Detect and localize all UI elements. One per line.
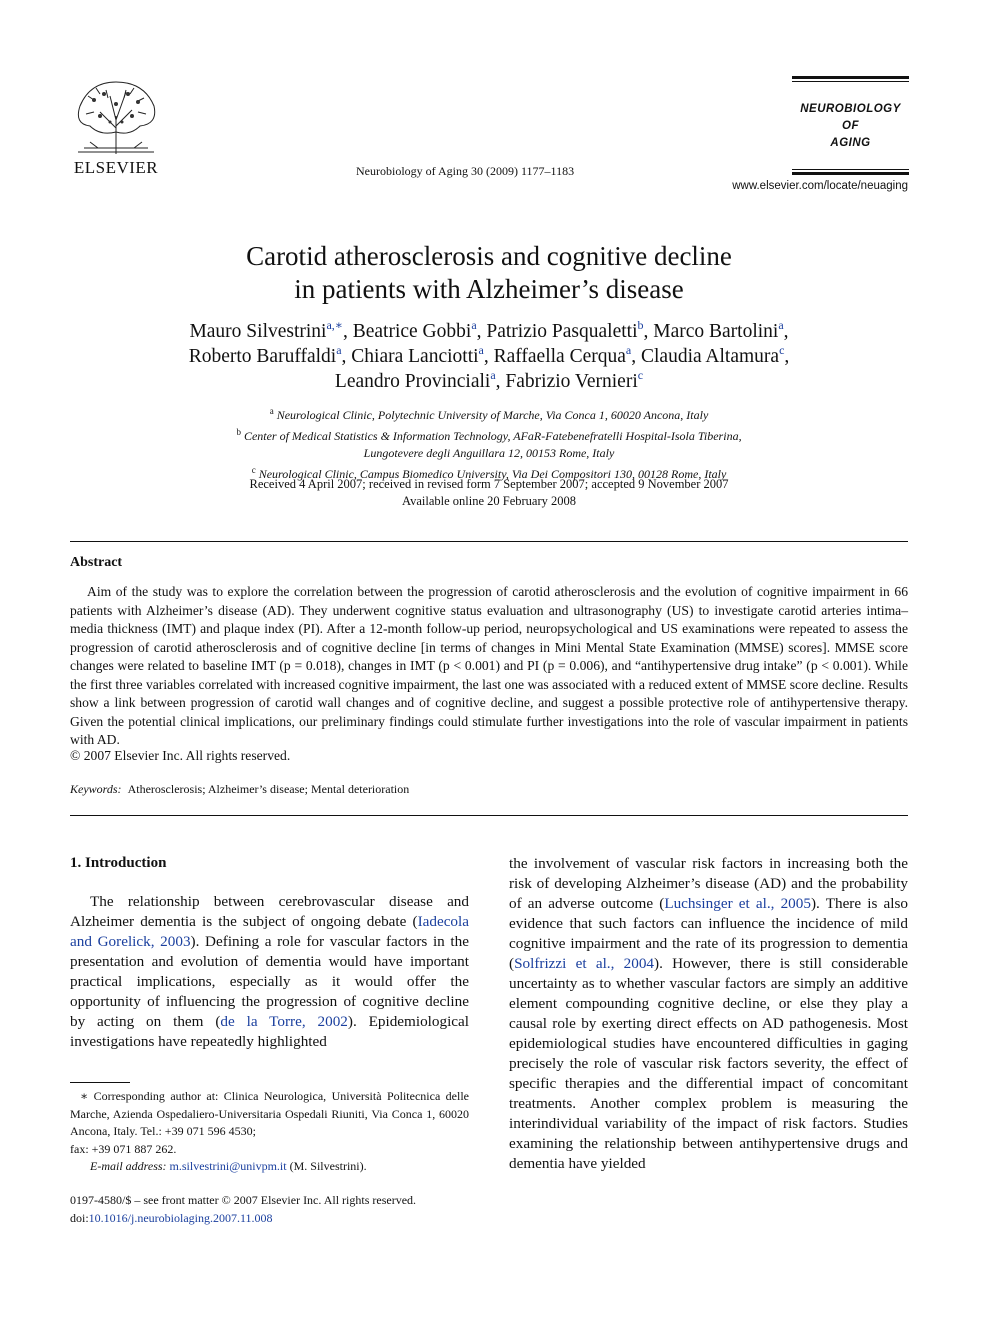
text-run: ). There is also evidence that such factors can influence the incidence of mild cognitive impairment and the rate of its progression to dementia ( (509, 895, 908, 972)
divider-top (70, 541, 908, 542)
footnote-email (70, 1158, 469, 1176)
author-affil-mark[interactable]: a (336, 343, 342, 357)
citation-link[interactable]: Iadecola and Gorelick, 2003 (70, 913, 469, 950)
author-list (0, 319, 978, 394)
email-label: E-mail address: (90, 1159, 167, 1173)
author-sep: , (643, 321, 654, 342)
author-line (0, 319, 978, 344)
issn-block (70, 1192, 416, 1227)
paragraph (70, 892, 469, 1052)
footnote-star: ∗ (80, 1089, 89, 1103)
affiliation-item (0, 445, 978, 462)
copyright: © 2007 Elsevier Inc. All rights reserved. (70, 748, 291, 763)
keywords-label: Keywords: (70, 782, 122, 796)
author-sep: , (341, 346, 352, 367)
journal-masthead (792, 76, 909, 175)
footnote-corresponding (70, 1088, 469, 1141)
section-heading: 1. Introduction (70, 855, 167, 871)
author-affil-mark[interactable]: c (637, 368, 644, 382)
author-sep: , (783, 321, 789, 342)
column-right (509, 854, 908, 1174)
author-affil-mark[interactable]: a (490, 368, 496, 382)
citation-link[interactable]: Solfrizzi et al., 2004 (514, 955, 655, 972)
affiliation-mark: b (236, 427, 241, 437)
keywords (70, 782, 409, 797)
author-sep: , (495, 371, 506, 392)
citation-link[interactable]: de la Torre, 2002 (220, 1013, 348, 1030)
affiliation-item (0, 403, 978, 424)
text-run: ). Epidemiological investigations have repeatedly highlighted (70, 1013, 469, 1050)
masthead-rule-top-thin (792, 81, 909, 82)
doi-link[interactable]: 10.1016/j.neurobiolaging.2007.11.008 (88, 1210, 273, 1225)
author-name: Beatrice Gobbi (352, 321, 472, 342)
email-suffix: (M. Silvestrini). (286, 1159, 367, 1173)
author-name: Roberto Baruffaldi (188, 346, 337, 367)
doi-line (70, 1210, 416, 1228)
text-run: The relationship between cerebrovascular disease and Alzheimer dementia is the subject of ongoing debate ( (70, 893, 469, 930)
text-run: ). However, there is still considerable uncertainty as to whether vascular factors are simply an additive element compounding cognitive decline, or else they play a causal role by exerting direct effects on AD pathogenesis. Most epidemiological studies have encountered difficulties in gaging precisely the role of vascular risk factors severity, the effect of specific therapies and the differential impact of concomitant treatments. Another complex problem is measuring the interindividual variability of the impact of risk factors. Studies examining the relationship between antihypertensive drugs and dementia have yielded (509, 955, 908, 1172)
affiliations (0, 403, 978, 483)
author-affil-mark[interactable]: a (778, 318, 784, 332)
article-title (0, 240, 978, 306)
affiliation-text: Lungotevere degli Anguillara 12, 00153 Rome, Italy (363, 446, 615, 460)
text-run: ). Defining a role for vascular factors in the presentation and evolution of dementia would have important practical implications, especially as it would offer the opportunity of influencing the progression of cognitive decline by acting on them ( (70, 933, 469, 1030)
affiliation-mark: c (251, 465, 256, 475)
author-line (0, 344, 978, 369)
abstract-body (70, 583, 908, 750)
column-left (70, 892, 469, 1052)
affiliation-text: Center of Medical Statistics & Information Technology, AFaR-Fatebenefratelli Hospital-Isola Tiberina, (243, 429, 742, 443)
corresponding-text: Corresponding author at: Clinica Neurologica, Università Politecnica delle Marche, Azienda Ospedaliero-Universitaria Ospedali Riuniti, Via Conca 1, 60020 Ancona, Italy. Tel.: +39 071 596 4530; (70, 1089, 469, 1138)
affiliation-text: Neurological Clinic, Campus Biomedico University, Via Dei Compositori 130, 00128 Rome, Italy (258, 467, 727, 481)
footnote (70, 1088, 469, 1176)
journal-name-line: NEUROBIOLOGY (800, 103, 901, 115)
author-sep: , (476, 321, 487, 342)
affiliation-item (0, 424, 978, 445)
elsevier-tree-icon (70, 76, 162, 156)
article-history (0, 476, 978, 510)
divider-bottom (70, 815, 908, 816)
elsevier-logo (70, 76, 162, 178)
affiliation-text: Neurological Clinic, Polytechnic University of Marche, Via Conca 1, 60020 Ancona, Italy (276, 408, 709, 422)
email-link[interactable]: m.silvestrini@univpm.it (169, 1159, 287, 1173)
affiliation-mark: a (269, 406, 274, 416)
author-sep: , (631, 346, 641, 367)
author-affil-mark[interactable]: b (637, 318, 644, 332)
citation-link[interactable]: Luchsinger et al., 2005 (664, 895, 811, 912)
author-affil-mark[interactable]: a,∗ (326, 318, 343, 332)
journal-url[interactable]: www.elsevier.com/locate/neuaging (732, 180, 908, 192)
journal-name-line: AGING (830, 137, 871, 149)
author-sep: , (483, 346, 494, 367)
journal-citation: Neurobiology of Aging 30 (2009) 1177–1183 (356, 164, 575, 178)
author-sep: , (342, 321, 353, 342)
author-affil-mark[interactable]: a (478, 343, 484, 357)
issn-line: 0197-4580/$ – see front matter © 2007 Elsevier Inc. All rights reserved. (70, 1193, 417, 1207)
abstract-heading: Abstract (70, 555, 123, 570)
author-sep: , (784, 346, 790, 367)
masthead-rule-bottom (792, 172, 909, 175)
author-name: Marco Bartolini (653, 321, 779, 342)
author-name: Fabrizio Vernieri (505, 371, 638, 392)
author-affil-mark[interactable]: a (625, 343, 632, 357)
author-line (0, 369, 978, 394)
abstract-text: Aim of the study was to explore the correlation between the progression of carotid atherosclerosis and the evolution of cognitive impairment in 66 patients with Alzheimer’s disease (AD). They underwent cognitive status evaluation and ultrasonography (US) to investigate carotid arteries intima–media thickness (IMT) and plaque index (PI). After a 12-month follow-up period, neuropsychological and US examinations were repeated to assess the progression of carotid atherosclerosis and of cognitive decline [in terms of changes in Mini Mental State Examination (MMSE) scores]. MMSE score changes were related to baseline IMT (p = 0.018), changes in IMT (p < 0.001) and PI (p = 0.006), and “antihypertensive drug intake” (p < 0.001). While the first three variables correlated with increased cognitive impairment, the last one was associated with a reduced extent of MMSE score decline. Results show a link between progression of carotid wall changes and of cognitive decline, and suggest a possible protective role of antihypertensive therapy. Given the potential clinical implications, our preliminary findings could stimulate further investigations into the role of vascular impairment in patients with AD. (70, 584, 908, 747)
author-affil-mark[interactable]: c (779, 343, 785, 357)
journal-name-line: OF (842, 120, 859, 132)
author-affil-mark[interactable]: a (471, 318, 477, 332)
author-name: Mauro Silvestrini (189, 321, 327, 342)
paragraph (509, 854, 908, 1174)
available-online: Available online 20 February 2008 (401, 494, 577, 508)
author-name: Claudia Altamura (640, 346, 780, 367)
doi-label: doi: (70, 1210, 89, 1225)
title-line: in patients with Alzheimer’s disease (294, 274, 684, 304)
footnote-rule (70, 1082, 130, 1083)
received-dates: Received 4 April 2007; received in revised form 7 September 2007; accepted 9 November 2007 (249, 477, 729, 491)
author-name: Raffaella Cerqua (493, 346, 626, 367)
publisher-name: ELSEVIER (73, 158, 159, 177)
author-name: Patrizio Pasqualetti (486, 321, 638, 342)
keywords-text: Atherosclerosis; Alzheimer’s disease; Mental deterioration (127, 782, 410, 796)
text-run: the involvement of vascular risk factors in increasing both the risk of developing Alzheimer’s disease (AD) and the probability of an adverse outcome ( (509, 855, 908, 912)
author-name: Leandro Provinciali (334, 371, 491, 392)
footnote-fax: fax: +39 071 887 262. (70, 1141, 177, 1156)
journal-name (792, 101, 909, 152)
author-name: Chiara Lanciotti (351, 346, 479, 367)
title-line: Carotid atherosclerosis and cognitive decline (246, 241, 732, 271)
